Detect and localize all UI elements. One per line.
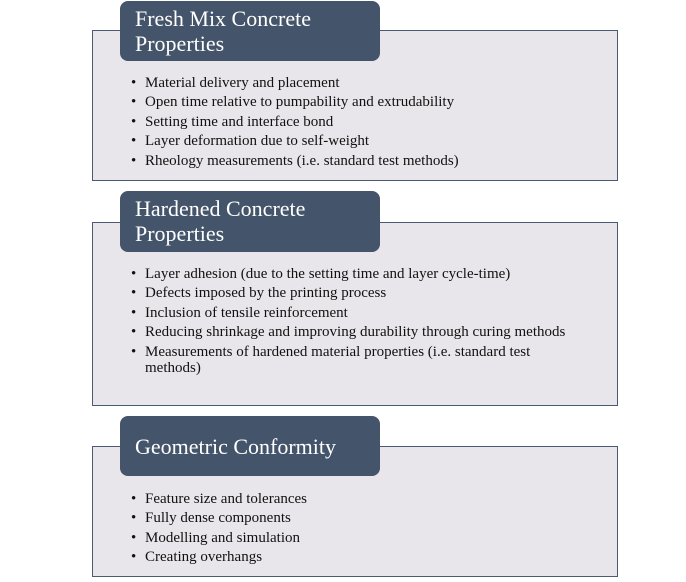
list-item: • Modelling and simulation xyxy=(131,529,300,546)
section-title: Fresh Mix Concrete Properties xyxy=(135,6,311,56)
list-item: • Setting time and interface bond xyxy=(131,113,334,130)
list-item: • Rheology measurements (i.e. standard test methods) xyxy=(131,152,459,169)
bullet-icon: • xyxy=(131,266,137,282)
list-item: • Layer deformation due to self-weight xyxy=(131,133,370,150)
bullet-icon: • xyxy=(131,549,137,566)
list-item: • Open time relative to pumpability and extrudability xyxy=(131,94,455,111)
list-item: • Layer adhesion (due to the setting time and layer cycle-time) xyxy=(131,266,511,282)
bullet-icon: • xyxy=(131,529,137,546)
list-item: • Material delivery and placement xyxy=(131,75,340,91)
section-title: Hardened Concrete Properties xyxy=(135,196,306,246)
bullet-icon: • xyxy=(131,343,137,360)
bullet-icon: • xyxy=(131,491,137,507)
list-item: • Feature size and tolerances xyxy=(131,491,308,507)
bullet-icon: • xyxy=(131,94,137,111)
bullet-icon: • xyxy=(131,304,137,321)
section-title: Geometric Conformity xyxy=(135,433,337,459)
bullet-icon: • xyxy=(131,285,137,302)
section-list-fresh-mix xyxy=(131,75,567,172)
list-item: • Measurements of hardened material properties (i.e. standard test methods) xyxy=(131,343,531,376)
bullet-icon: • xyxy=(131,133,137,150)
list-item: • Inclusion of tensile reinforcement xyxy=(131,304,348,321)
section-list-geometric xyxy=(131,491,567,569)
bullet-icon: • xyxy=(131,113,137,130)
list-item: • Reducing shrinkage and improving durability through curing methods xyxy=(131,324,566,341)
section-header-fresh-mix xyxy=(120,1,380,61)
list-item: • Fully dense components xyxy=(131,510,291,527)
bullet-icon: • xyxy=(131,152,137,169)
bullet-icon: • xyxy=(131,75,137,91)
bullet-icon: • xyxy=(131,510,137,527)
list-item: • Defects imposed by the printing process xyxy=(131,285,387,302)
bullet-icon: • xyxy=(131,324,137,341)
section-header-hardened xyxy=(120,191,380,252)
section-list-hardened xyxy=(131,266,567,379)
list-item: • Creating overhangs xyxy=(131,549,263,566)
section-header-geometric xyxy=(120,416,380,476)
